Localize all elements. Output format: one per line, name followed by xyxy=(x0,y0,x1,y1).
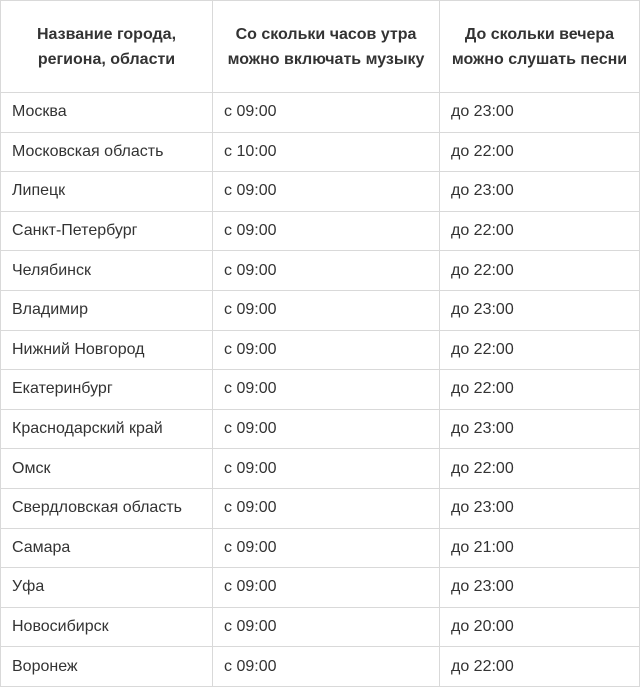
end-time-cell: до 22:00 xyxy=(440,449,640,489)
table-row xyxy=(1,132,640,172)
start-time-cell: с 09:00 xyxy=(213,370,440,410)
header-end-time: До скольки вечера можно слушать песни xyxy=(440,1,640,93)
city-cell: Самара xyxy=(1,528,213,568)
city-cell: Липецк xyxy=(1,172,213,212)
start-time-cell: с 09:00 xyxy=(213,607,440,647)
end-time-cell: до 22:00 xyxy=(440,132,640,172)
start-time-cell: с 09:00 xyxy=(213,409,440,449)
end-time-cell: до 22:00 xyxy=(440,647,640,687)
start-time-cell: с 09:00 xyxy=(213,211,440,251)
table-row xyxy=(1,290,640,330)
city-cell: Краснодарский край xyxy=(1,409,213,449)
end-time-cell: до 23:00 xyxy=(440,409,640,449)
table-row xyxy=(1,449,640,489)
end-time-cell: до 23:00 xyxy=(440,172,640,212)
start-time-cell: с 09:00 xyxy=(213,251,440,291)
end-time-cell: до 22:00 xyxy=(440,251,640,291)
table-row xyxy=(1,251,640,291)
city-cell: Челябинск xyxy=(1,251,213,291)
start-time-cell: с 09:00 xyxy=(213,290,440,330)
end-time-cell: до 22:00 xyxy=(440,330,640,370)
table-row xyxy=(1,93,640,133)
table-row xyxy=(1,172,640,212)
header-row xyxy=(1,1,640,93)
end-time-cell: до 22:00 xyxy=(440,370,640,410)
end-time-cell: до 23:00 xyxy=(440,488,640,528)
table-row xyxy=(1,409,640,449)
table-row xyxy=(1,370,640,410)
table-header xyxy=(1,1,640,93)
city-cell: Свердловская область xyxy=(1,488,213,528)
header-start-time: Со скольки часов утра можно включать музыку xyxy=(213,1,440,93)
table-body xyxy=(1,93,640,687)
city-cell: Владимир xyxy=(1,290,213,330)
end-time-cell: до 23:00 xyxy=(440,568,640,608)
end-time-cell: до 23:00 xyxy=(440,93,640,133)
table-row xyxy=(1,607,640,647)
city-cell: Нижний Новгород xyxy=(1,330,213,370)
start-time-cell: с 10:00 xyxy=(213,132,440,172)
city-cell: Московская область xyxy=(1,132,213,172)
start-time-cell: с 09:00 xyxy=(213,647,440,687)
end-time-cell: до 20:00 xyxy=(440,607,640,647)
table-row xyxy=(1,568,640,608)
table-row xyxy=(1,330,640,370)
city-cell: Екатеринбург xyxy=(1,370,213,410)
city-cell: Санкт-Петербург xyxy=(1,211,213,251)
table-row xyxy=(1,488,640,528)
start-time-cell: с 09:00 xyxy=(213,449,440,489)
start-time-cell: с 09:00 xyxy=(213,488,440,528)
start-time-cell: с 09:00 xyxy=(213,172,440,212)
start-time-cell: с 09:00 xyxy=(213,93,440,133)
city-cell: Воронеж xyxy=(1,647,213,687)
end-time-cell: до 21:00 xyxy=(440,528,640,568)
table-row xyxy=(1,647,640,687)
start-time-cell: с 09:00 xyxy=(213,568,440,608)
city-cell: Уфа xyxy=(1,568,213,608)
start-time-cell: с 09:00 xyxy=(213,330,440,370)
city-cell: Новосибирск xyxy=(1,607,213,647)
header-city: Название города, региона, области xyxy=(1,1,213,93)
table-row xyxy=(1,211,640,251)
end-time-cell: до 23:00 xyxy=(440,290,640,330)
table-row xyxy=(1,528,640,568)
end-time-cell: до 22:00 xyxy=(440,211,640,251)
start-time-cell: с 09:00 xyxy=(213,528,440,568)
city-cell: Омск xyxy=(1,449,213,489)
city-cell: Москва xyxy=(1,93,213,133)
